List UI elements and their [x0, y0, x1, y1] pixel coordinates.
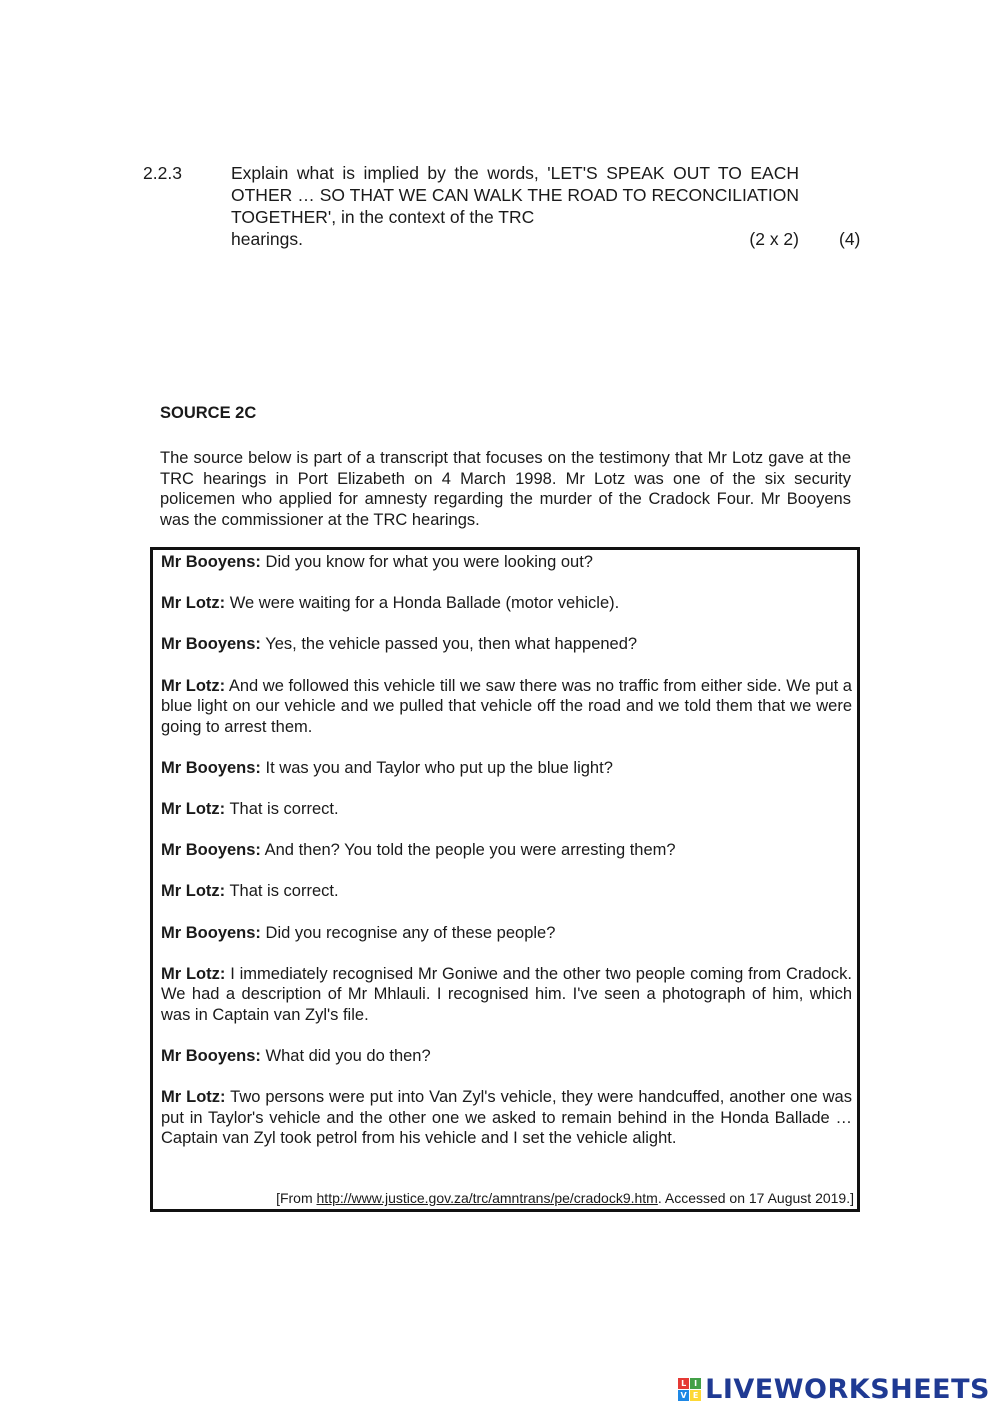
- turn-text: Did you recognise any of these people?: [265, 923, 556, 942]
- speaker-name: Mr Booyens:: [161, 635, 261, 654]
- source-intro: The source below is part of a transcript that focuses on the testimony that Mr Lotz gave at the TRC hearings in Port Elizabeth on 4 March 1998. Mr Lotz was one of the six security policemen who applied for amnesty regarding the murder of the Cradock Four. Mr Booyens was the commissioner at the TRC hearings.: [160, 449, 851, 529]
- question-number: 2.2.3: [143, 163, 182, 183]
- logo-letter: I: [690, 1378, 701, 1389]
- transcript: [161, 552, 852, 1169]
- turn-text: We were waiting for a Honda Ballade (motor vehicle).: [229, 594, 620, 613]
- transcript-box: [150, 547, 860, 1212]
- turn-text: What did you do then?: [265, 1046, 431, 1065]
- speaker-name: Mr Lotz:: [161, 882, 226, 901]
- source-title: SOURCE 2C: [160, 404, 257, 422]
- logo-letter: L: [678, 1378, 689, 1389]
- logo-text: LIVEWORKSHEETS: [705, 1374, 990, 1405]
- citation-prefix: [From: [276, 1190, 317, 1206]
- question-last-line: [231, 228, 799, 250]
- question-text-block: [231, 162, 799, 250]
- turn-text: Did you know for what you were looking out?: [265, 553, 593, 571]
- transcript-turn: [161, 840, 852, 861]
- turn-text: And then? You told the people you were arresting them?: [264, 841, 676, 860]
- transcript-turn: [161, 676, 852, 738]
- speaker-name: Mr Lotz:: [161, 1088, 226, 1107]
- transcript-turn: [161, 964, 852, 1026]
- speaker-name: Mr Booyens:: [161, 923, 261, 942]
- logo-grid-icon: [678, 1378, 701, 1401]
- transcript-turn: [161, 552, 852, 573]
- turn-text: I immediately recognised Mr Goniwe and the other two people coming from Cradock. We had a description of Mr Mhlauli. I recognised him. I've seen a photograph of him, which was in Captain van Zyl's file.: [161, 964, 853, 1024]
- turn-text: That is correct.: [229, 799, 339, 818]
- liveworksheets-logo[interactable]: [678, 1374, 990, 1405]
- turn-text: It was you and Taylor who put up the blue light?: [265, 758, 613, 777]
- transcript-turn: [161, 1046, 852, 1067]
- transcript-turn: [161, 1087, 852, 1149]
- turn-text: That is correct.: [229, 882, 339, 901]
- logo-letter: V: [678, 1390, 689, 1401]
- speaker-name: Mr Booyens:: [161, 553, 261, 571]
- speaker-name: Mr Booyens:: [161, 841, 261, 860]
- speaker-name: Mr Lotz:: [161, 594, 226, 613]
- turn-text: And we followed this vehicle till we saw there was no traffic from either side. We put a blue light on our vehicle and we pulled that vehicle off the road and we told them that we were going to arrest them.: [161, 676, 852, 736]
- transcript-turn: [161, 881, 852, 902]
- transcript-turn: [161, 923, 852, 944]
- marks-breakdown: (2 x 2): [749, 229, 799, 249]
- transcript-turn: [161, 593, 852, 614]
- logo-letter: E: [690, 1390, 701, 1401]
- citation: [276, 1189, 854, 1207]
- speaker-name: Mr Booyens:: [161, 758, 261, 777]
- speaker-name: Mr Lotz:: [161, 799, 226, 818]
- speaker-name: Mr Booyens:: [161, 1046, 261, 1065]
- question-last-word: hearings.: [231, 229, 303, 249]
- transcript-turn: [161, 758, 852, 779]
- question-text: Explain what is implied by the words, 'LET'S SPEAK OUT TO EACH OTHER … SO THAT WE CAN WALK THE ROAD TO RECONCILIATION TOGETHER', in the context of the TRC: [231, 163, 799, 227]
- speaker-name: Mr Lotz:: [161, 676, 226, 695]
- citation-suffix: . Accessed on 17 August 2019.]: [657, 1190, 854, 1206]
- transcript-turn: [161, 799, 852, 820]
- transcript-turn: [161, 634, 852, 655]
- turn-text: Yes, the vehicle passed you, then what happened?: [265, 635, 638, 654]
- marks-total: (4): [839, 229, 861, 249]
- turn-text: Two persons were put into Van Zyl's vehicle, they were handcuffed, another one was put in Taylor's vehicle and the other one we asked to remain behind in the Honda Ballade … Captain van Zyl took petrol from his vehicle and I set the vehicle alight.: [161, 1088, 852, 1148]
- speaker-name: Mr Lotz:: [161, 964, 226, 983]
- citation-link[interactable]: http://www.justice.gov.za/trc/amntrans/pe/cradock9.htm: [316, 1190, 658, 1206]
